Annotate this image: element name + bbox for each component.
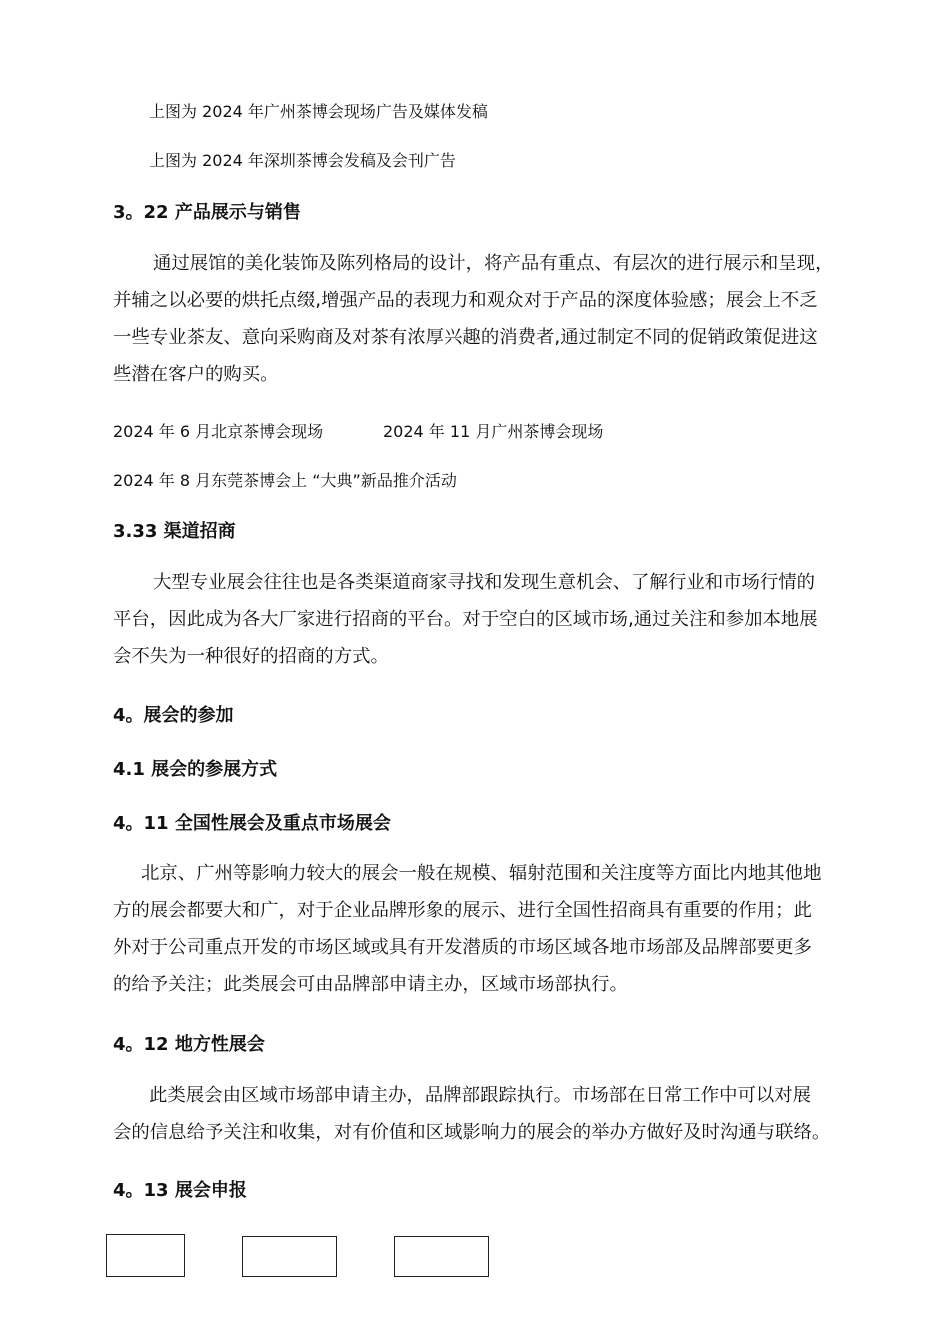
paragraph-4-11 xyxy=(113,855,858,1003)
heading-3-33: 3.33 渠道招商 xyxy=(113,521,236,542)
paragraph-line: 外对于公司重点开发的市场区域或具有开发潜质的市场区域各地市场部及品牌部要更多 xyxy=(113,937,812,958)
paragraph-line: 并辅之以必要的烘托点缀,增强产品的表现力和观众对于产品的深度体验感；展会上不乏 xyxy=(113,290,818,311)
paragraph-line: 平台，因此成为各大厂家进行招商的平台。对于空白的区域市场,通过关注和参加本地展 xyxy=(113,609,818,630)
paragraph-line: 会不失为一种很好的招商的方式。 xyxy=(113,646,389,667)
paragraph-line: 此类展会由区域市场部申请主办，品牌部跟踪执行。市场部在日常工作中可以对展 xyxy=(149,1085,812,1106)
paragraph-3-33 xyxy=(113,564,858,675)
heading-4-1: 4.1 展会的参展方式 xyxy=(113,759,278,780)
paragraph-line: 的给予关注；此类展会可由品牌部申请主办，区域市场部执行。 xyxy=(113,974,628,995)
paragraph-line: 北京、广州等影响力较大的展会一般在规模、辐射范围和关注度等方面比内地其他地 xyxy=(141,863,822,884)
heading-4-12: 4。12 地方性展会 xyxy=(113,1034,265,1055)
heading-4-11: 4。11 全国性展会及重点市场展会 xyxy=(113,813,391,834)
heading-4-13: 4。13 展会申报 xyxy=(113,1180,247,1201)
paragraph-line: 些潜在客户的购买。 xyxy=(113,364,279,385)
caption-dongguan-event: 2024 年 8 月东莞茶博会上 “大典”新品推介活动 xyxy=(113,471,457,490)
paragraph-line: 一些专业茶友、意向采购商及对茶有浓厚兴趣的消费者,通过制定不同的促销政策促进这 xyxy=(113,327,818,348)
paragraph-4-12 xyxy=(113,1077,858,1151)
paragraph-line: 通过展馆的美化装饰及陈列格局的设计，将产品有重点、有层次的进行展示和呈现， xyxy=(153,253,834,274)
heading-4: 4。展会的参加 xyxy=(113,705,234,726)
heading-3-22: 3。22 产品展示与销售 xyxy=(113,202,301,223)
paragraph-line: 大型专业展会往往也是各类渠道商家寻找和发现生意机会、了解行业和市场行情的 xyxy=(153,572,816,593)
flowchart-box-2 xyxy=(242,1236,337,1277)
paragraph-line: 会的信息给予关注和收集，对有价值和区域影响力的展会的举办方做好及时沟通与联络。 xyxy=(113,1122,831,1143)
paragraph-line: 方的展会都要大和广，对于企业品牌形象的展示、进行全国性招商具有重要的作用；此 xyxy=(113,900,812,921)
paragraph-3-22 xyxy=(113,245,858,393)
caption-shenzhen-ad: 上图为 2024 年深圳茶博会发稿及会刊广告 xyxy=(149,151,456,170)
flowchart-box-3 xyxy=(394,1236,489,1277)
caption-guangzhou-scene: 2024 年 11 月广州茶博会现场 xyxy=(383,422,604,441)
flowchart-box-1 xyxy=(106,1234,185,1277)
caption-guangzhou-ad: 上图为 2024 年广州茶博会现场广告及媒体发稿 xyxy=(149,102,488,121)
caption-beijing-scene: 2024 年 6 月北京茶博会现场 xyxy=(113,422,324,441)
